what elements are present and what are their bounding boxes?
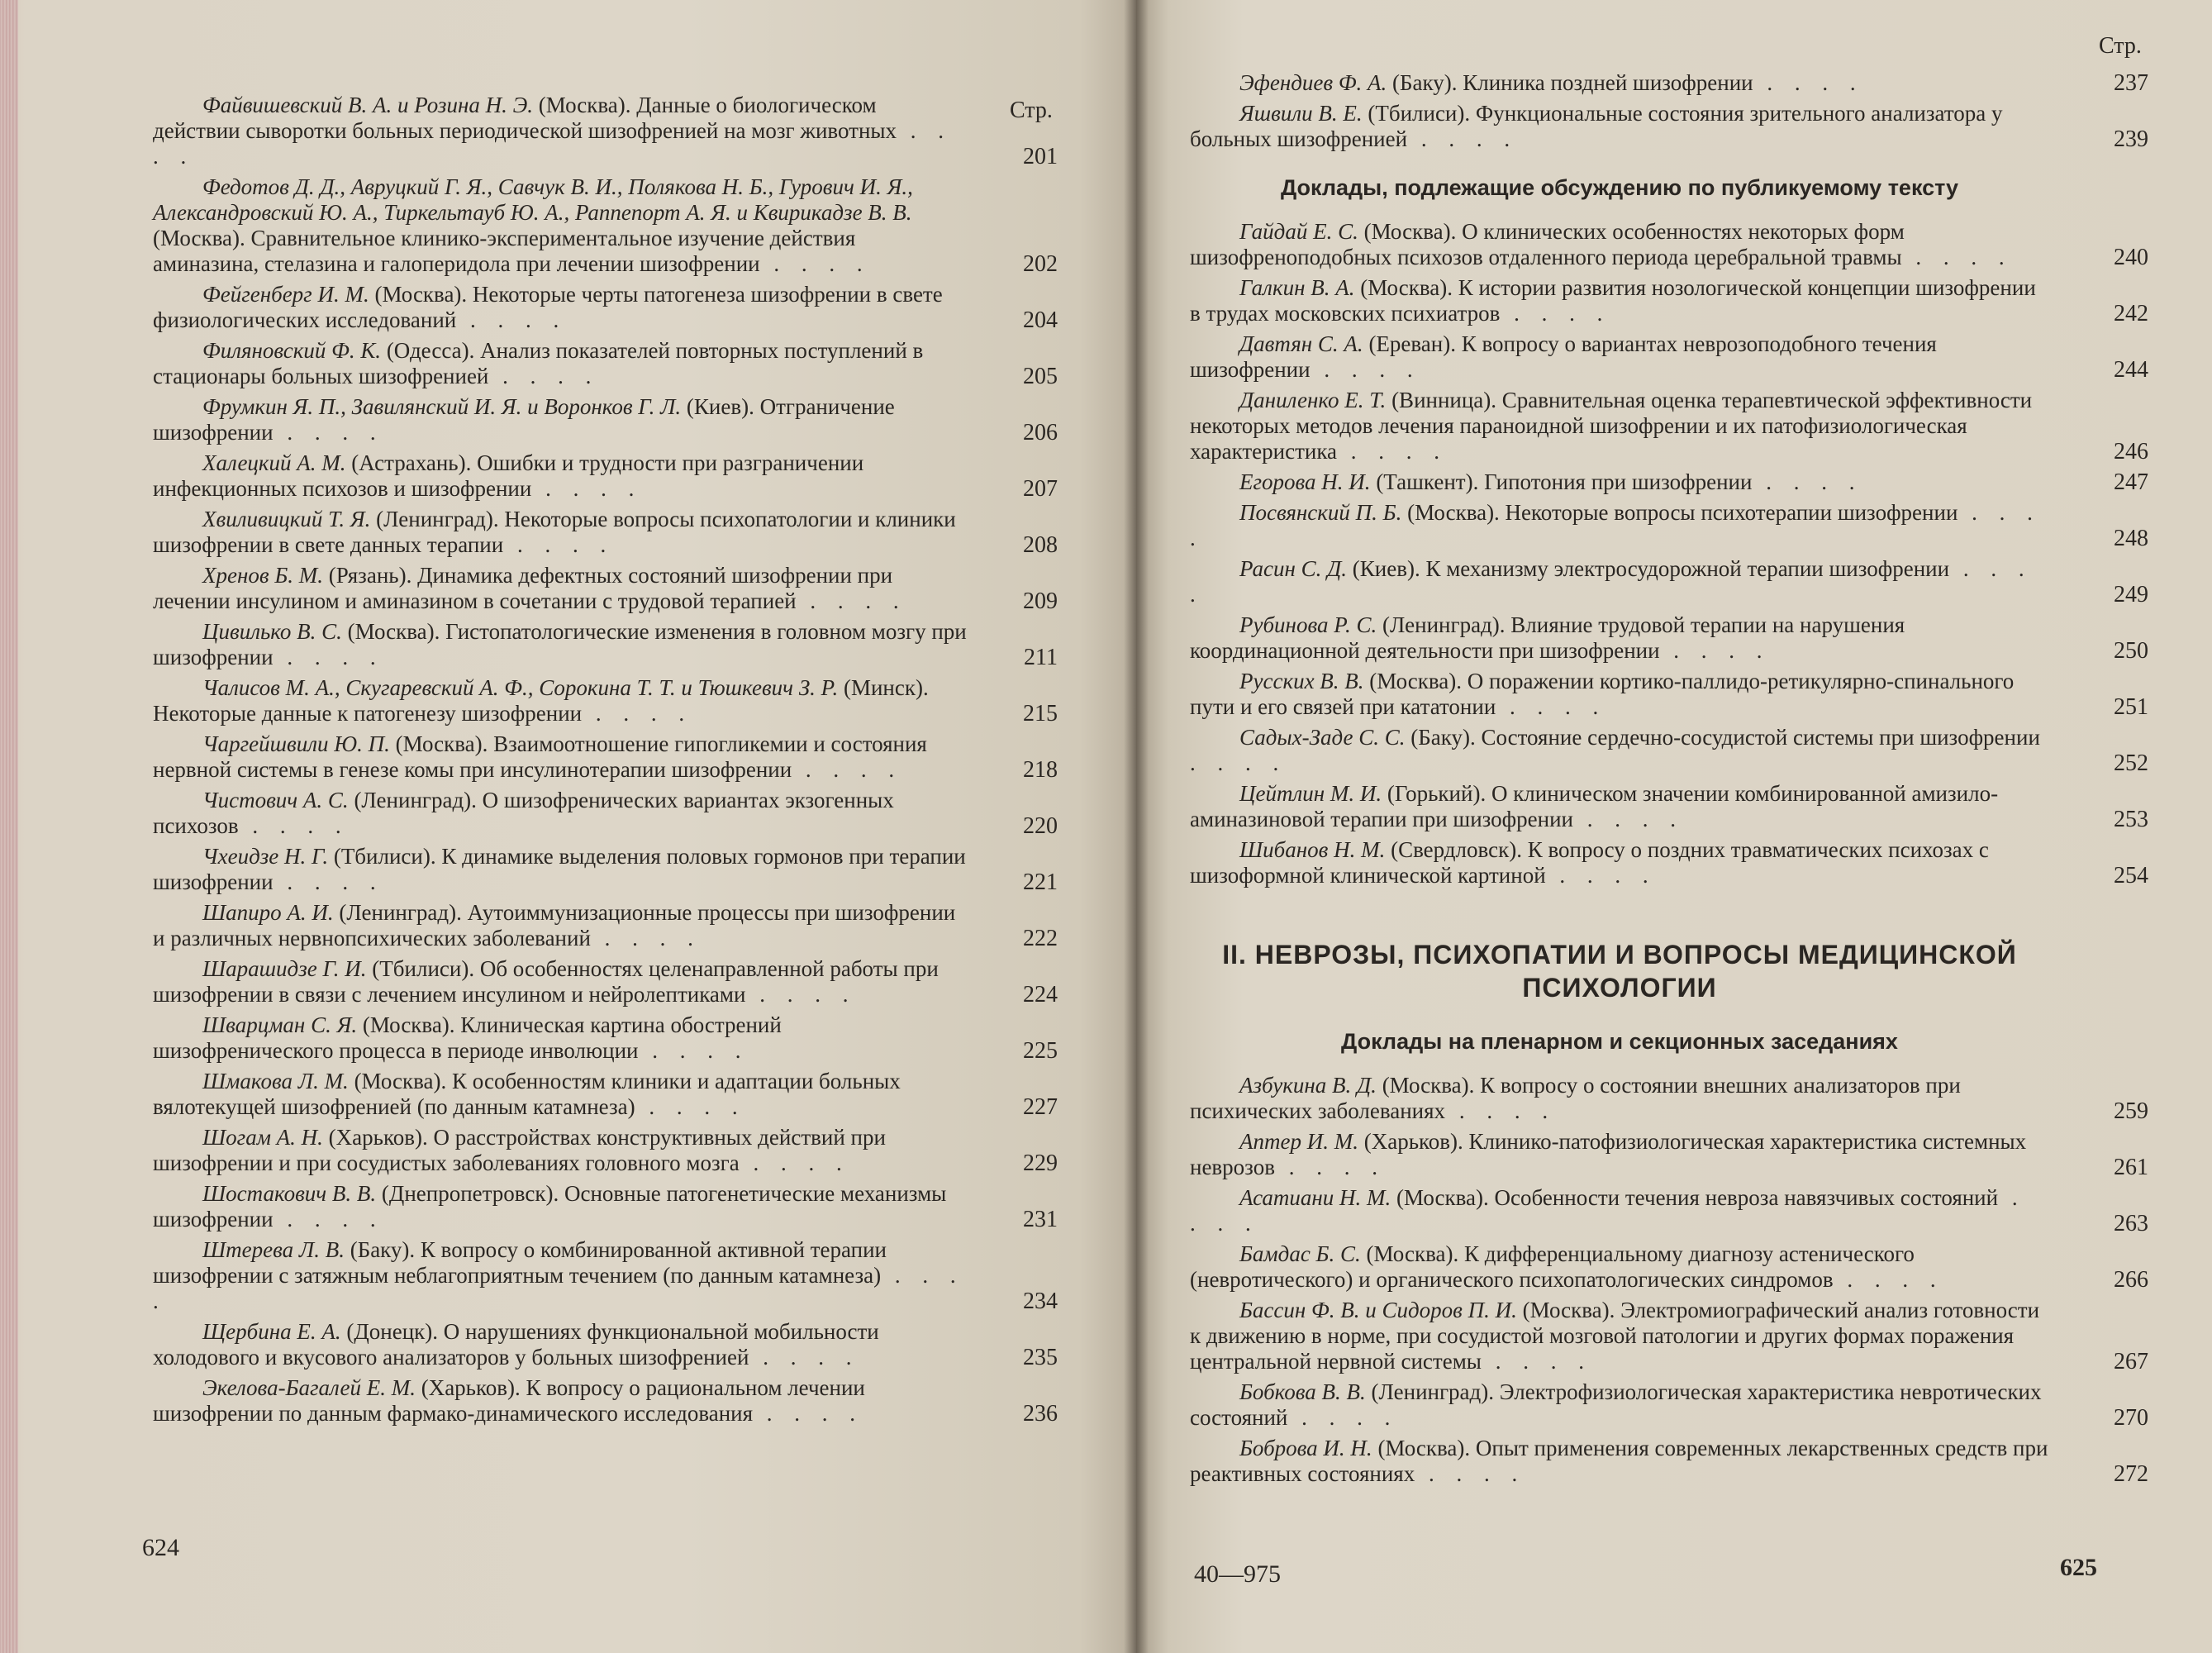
toc-entry	[153, 507, 1058, 558]
column-header-pages: Стр.	[2099, 33, 2142, 59]
leader-dots: . . . .	[273, 645, 384, 669]
entry-title: (Баку). Клиника поздней шизофрении	[1387, 70, 1753, 95]
entry-authors: Эфендиев Ф. А.	[1239, 70, 1387, 95]
toc-entry	[1190, 556, 2148, 607]
entry-title: (Тбилиси). Об особенностях целенаправленной работы при шизофрении в связи с лечением инсулином и нейролептиками	[153, 956, 939, 1007]
entry-title: (Москва). Электромиографический анализ готовности к движению в норме, при сосудистой мозговой патологии и других формах поражения центральной нервной системы	[1190, 1298, 2040, 1374]
entry-authors: Шогам А. Н.	[202, 1125, 323, 1150]
entry-authors: Аптер И. М.	[1239, 1129, 1358, 1154]
entry-title: (Харьков). К вопросу о рациональном лечении шизофрении по данным фармако-динамического исследования	[153, 1375, 865, 1426]
entry-authors: Цейтлин М. И.	[1239, 781, 1382, 806]
entry-authors: Щербина Е. А.	[202, 1319, 341, 1344]
entry-authors: Шапиро А. И.	[202, 900, 334, 925]
toc-entry	[1190, 469, 2148, 495]
entry-page-number: 254	[2114, 863, 2148, 888]
entry-page-number: 253	[2114, 807, 2148, 832]
entry-page-number: 224	[1023, 982, 1058, 1008]
entry-group-plenary	[1190, 1073, 2148, 1487]
toc-entry	[153, 563, 1058, 614]
entry-title: (Москва). К вопросу о состоянии внешних анализаторов при психических заболеваниях	[1190, 1073, 1961, 1123]
toc-entry	[153, 1181, 1058, 1232]
entry-title: (Москва). Сравнительное клинико-экспериментальное изучение действия аминазина, стелазина и галоперидола при лечении шизофрении	[153, 226, 856, 276]
toc-entry	[153, 282, 1058, 333]
leader-dots: . . . .	[1190, 500, 2041, 550]
toc-entry	[1190, 1298, 2148, 1374]
entry-title: (Москва). Опыт применения современных лекарственных средств при реактивных состояниях	[1190, 1436, 2048, 1486]
entry-page-number: 244	[2114, 357, 2148, 383]
entry-authors: Шварцман С. Я.	[202, 1012, 358, 1037]
leader-dots: . . . .	[1415, 1461, 1526, 1486]
book-spine-shadow	[1124, 0, 1149, 1653]
signature-mark: 40—975	[1194, 1560, 1281, 1588]
toc-entry	[153, 450, 1058, 502]
entry-page-number: 218	[1023, 757, 1058, 783]
entry-title: (Москва). Гистопатологические изменения в головном мозгу при шизофрении	[153, 619, 967, 669]
entry-authors: Шибанов Н. М.	[1239, 837, 1386, 862]
toc-entry	[153, 900, 1058, 951]
entry-title: (Рязань). Динамика дефектных состояний шизофрении при лечении инсулином и аминазином в сочетании с трудовой терапией	[153, 563, 893, 613]
section-title: II. НЕВРОЗЫ, ПСИХОПАТИИ И ВОПРОСЫ МЕДИЦИНСКОЙ ПСИХОЛОГИИ	[1222, 940, 2017, 1003]
entry-page-number: 206	[1023, 420, 1058, 445]
entry-title: (Ленинград). Электрофизиологическая характеристика невротических состояний	[1190, 1379, 2042, 1430]
entry-title: (Москва). К особенностям клиники и адаптации больных вялотекущей шизофренией (по данным катамнеза)	[153, 1069, 901, 1119]
leader-dots: . . . .	[582, 701, 693, 726]
entry-title: (Баку). Состояние сердечно-сосудистой системы при шизофрении	[1405, 725, 2040, 750]
entry-page-number: 234	[1023, 1289, 1058, 1314]
entry-title: (Днепропетровск). Основные патогенетические механизмы шизофрении	[153, 1181, 947, 1231]
toc-entry	[1190, 275, 2148, 326]
entry-title: (Тбилиси). К динамике выделения половых гормонов при терапии шизофрении	[153, 844, 966, 894]
entry-title: (Ленинград). Аутоиммунизационные процессы при шизофрении и различных нервнопсихических заболеваний	[153, 900, 956, 950]
entry-page-number: 204	[1023, 307, 1058, 333]
entry-page-number: 240	[2114, 245, 2148, 270]
entry-title: (Харьков). Клинико-патофизиологическая характеристика системных неврозов	[1190, 1129, 2027, 1179]
toc-entry	[1190, 1073, 2148, 1124]
page-number-left: 624	[142, 1534, 179, 1561]
entry-authors: Азбукина В. Д.	[1239, 1073, 1377, 1098]
toc-entry	[1190, 669, 2148, 720]
entry-title: (Ленинград). О шизофренических вариантах экзогенных психозов	[153, 788, 894, 838]
toc-entry	[1190, 1379, 2148, 1431]
subsection-heading: Доклады на пленарном и секционных заседаниях	[1341, 1029, 1898, 1054]
entry-authors: Файвишевский В. А. и Розина Н. Э.	[202, 93, 534, 117]
entry-title: (Ташкент). Гипотония при шизофрении	[1370, 469, 1753, 494]
entry-page-number: 207	[1023, 476, 1058, 502]
entry-authors: Чистович А. С.	[202, 788, 349, 812]
entry-page-number: 222	[1023, 926, 1058, 951]
leader-dots: . . . .	[1901, 245, 2013, 269]
entry-authors: Федотов Д. Д., Авруцкий Г. Я., Савчук В. И., Полякова Н. Б., Гурович И. Я., Александровский Ю. А., Тиркельтауб Ю. А., Раппепорт А. Я. и Квирикадзе В. В.	[153, 174, 913, 225]
leader-dots: . . . .	[638, 1038, 749, 1063]
entry-title: (Москва). К истории развития нозологической концепции шизофрении в трудах московских психиатров	[1190, 275, 2036, 326]
entry-page-number: 270	[2114, 1405, 2148, 1431]
entry-page-number: 251	[2114, 694, 2148, 720]
entry-authors: Егорова Н. И.	[1239, 469, 1371, 494]
entry-page-number: 246	[2114, 439, 2148, 464]
entry-page-number: 247	[2114, 469, 2148, 495]
entry-page-number: 261	[2114, 1155, 2148, 1180]
leader-dots: . . . .	[456, 307, 568, 332]
leader-dots: . . . .	[1190, 556, 2033, 607]
left-entry-list	[153, 93, 1058, 1431]
entry-page-number: 239	[2114, 126, 2148, 152]
entry-title: (Киев). К механизму электросудорожной терапии шизофрении	[1347, 556, 1950, 581]
entry-page-number: 231	[1023, 1207, 1058, 1232]
entry-title: (Москва). Взаимоотношение гипогликемии и состояния нервной системы в генезе комы при инсулинотерапии шизофрении	[153, 731, 927, 782]
entry-page-number: 205	[1023, 364, 1058, 389]
leader-dots: . . . .	[1274, 1155, 1386, 1179]
entry-title: (Горький). О клиническом значении комбинированной амизило-аминазиновой терапии при шизофрении	[1190, 781, 1999, 831]
leader-dots: . . . .	[1481, 1349, 1592, 1374]
leader-dots: . . . .	[1407, 126, 1519, 151]
leader-dots: . . . .	[153, 118, 953, 169]
page-number-right: 625	[2060, 1554, 2097, 1581]
entry-page-number: 267	[2114, 1349, 2148, 1374]
leader-dots: . . . .	[1753, 70, 1864, 95]
leader-dots: . . . .	[488, 364, 600, 388]
entry-authors: Асатиани Н. М.	[1239, 1185, 1391, 1210]
entry-authors: Штерева Л. В.	[202, 1237, 345, 1262]
entry-authors: Расин С. Д.	[1239, 556, 1348, 581]
toc-entry	[153, 956, 1058, 1008]
entry-authors: Шарашидзе Г. И.	[202, 956, 367, 981]
entry-title: (Астрахань). Ошибки и трудности при разграничении инфекционных психозов и шизофрении	[153, 450, 864, 501]
toc-entry	[1190, 1241, 2148, 1293]
entry-page-number: 237	[2114, 70, 2148, 96]
entry-authors: Боброва И. Н.	[1239, 1436, 1372, 1460]
leader-dots: . . . .	[739, 1150, 850, 1175]
entry-title: (Баку). К вопросу о комбинированной активной терапии шизофрении с затяжным неблагоприятным течением (по данным катамнеза)	[153, 1237, 887, 1288]
entry-group-discussion	[1190, 219, 2148, 888]
entry-authors: Фрумкин Я. П., Завилянский И. Я. и Воронков Г. Л.	[202, 394, 682, 419]
entry-title: (Тбилиси). Функциональные состояния зрительного анализатора у больных шизофренией	[1190, 101, 2003, 151]
entry-title: (Харьков). О расстройствах конструктивных действий при шизофрении и при сосудистых заболеваниях головного мозга	[153, 1125, 886, 1175]
leader-dots: . . . .	[1445, 1098, 1557, 1123]
entry-authors: Яшвили В. Е.	[1239, 101, 1363, 126]
entry-authors: Садых-Заде С. С.	[1239, 725, 1406, 750]
entry-page-number: 201	[1023, 144, 1058, 169]
entry-page-number: 252	[2114, 750, 2148, 776]
toc-entry	[1190, 725, 2148, 776]
entry-authors: Хренов Б. М.	[202, 563, 324, 588]
toc-entry	[1190, 219, 2148, 270]
entry-page-number: 208	[1023, 532, 1058, 558]
entry-page-number: 215	[1023, 701, 1058, 726]
toc-entry	[1190, 331, 2148, 383]
entry-title: (Винница). Сравнительная оценка терапевтической эффективности некоторых методов лечения параноидной шизофрении и их патофизиологическая характеристика	[1190, 388, 2033, 464]
entry-authors: Давтян С. А.	[1239, 331, 1363, 356]
toc-entry	[153, 1375, 1058, 1427]
leader-dots: . . . .	[1287, 1405, 1399, 1430]
toc-entry	[153, 1125, 1058, 1176]
entry-page-number: 229	[1023, 1150, 1058, 1176]
toc-entry	[1190, 388, 2148, 464]
leader-dots: . . . .	[759, 251, 871, 276]
leader-dots: . . . .	[792, 757, 903, 782]
entry-authors: Халецкий А. М.	[202, 450, 346, 475]
entry-authors: Цивилько В. С.	[202, 619, 342, 644]
toc-entry	[153, 619, 1058, 670]
entry-authors: Шостакович В. В.	[202, 1181, 377, 1206]
toc-entry	[153, 1237, 1058, 1314]
toc-entry	[153, 338, 1058, 389]
entry-page-number: 263	[2114, 1211, 2148, 1236]
entry-authors: Галкин В. А.	[1239, 275, 1355, 300]
toc-entry	[1190, 1436, 2148, 1487]
entry-authors: Фейгенберг И. М.	[202, 282, 369, 307]
entry-page-number: 236	[1023, 1401, 1058, 1427]
toc-entry	[1190, 612, 2148, 664]
toc-entry	[153, 1319, 1058, 1370]
entry-title: (Москва). Некоторые черты патогенеза шизофрении в свете физиологических исследований	[153, 282, 943, 332]
entry-page-number: 235	[1023, 1345, 1058, 1370]
column-header-pages: Стр.	[1010, 98, 1053, 123]
entry-authors: Филяновский Ф. К.	[202, 338, 382, 363]
leader-dots: . . . .	[1573, 807, 1685, 831]
entry-title: (Ленинград). Влияние трудовой терапии на нарушения координационной деятельности при шизофрении	[1190, 612, 1905, 663]
leader-dots: . . . .	[153, 1263, 964, 1313]
entry-page-number: 202	[1023, 251, 1058, 277]
leader-dots: . . . .	[1496, 694, 1607, 719]
toc-entry	[1190, 101, 2148, 152]
toc-entry	[153, 844, 1058, 895]
leader-dots: . . . .	[1752, 469, 1863, 494]
entry-title: (Свердловск). К вопросу о поздних травматических психозах с шизоформной клинической картиной	[1190, 837, 1989, 888]
entry-page-number: 272	[2114, 1461, 2148, 1487]
entry-page-number: 249	[2114, 582, 2148, 607]
entry-authors: Русских В. В.	[1239, 669, 1364, 693]
entry-authors: Даниленко Е. Т.	[1239, 388, 1387, 412]
leader-dots: . . . .	[635, 1094, 746, 1119]
page-edge-stack	[0, 0, 18, 1653]
entry-page-number: 250	[2114, 638, 2148, 664]
entry-title: (Киев). Отграничение шизофрении	[153, 394, 895, 445]
entry-title: (Минск). Некоторые данные к патогенезу шизофрении	[153, 675, 929, 726]
leader-dots: . . . .	[1659, 638, 1771, 663]
entry-title: (Москва). О клинических особенностях некоторых форм шизофреноподобных психозов отдаленного периода церебральной травмы	[1190, 219, 1905, 269]
entry-authors: Хвиливицкий Т. Я.	[202, 507, 371, 531]
leader-dots: . . . .	[1190, 1185, 2026, 1236]
toc-entry	[153, 675, 1058, 726]
entry-title: (Одесса). Анализ показателей повторных поступлений в стационары больных шизофренией	[153, 338, 924, 388]
entry-title: (Москва). Клиническая картина обострений шизофренического процесса в периоде инволюции	[153, 1012, 782, 1063]
entry-title: (Ленинград). Некоторые вопросы психопатологии и клиники шизофрении в свете данных терапии	[153, 507, 956, 557]
entry-authors: Гайдай Е. С.	[1239, 219, 1358, 244]
entry-title: (Москва). Некоторые вопросы психотерапии шизофрении	[1401, 500, 1958, 525]
entry-page-number: 242	[2114, 301, 2148, 326]
toc-entry	[153, 174, 1058, 277]
entry-authors: Экелова-Багалей Е. М.	[202, 1375, 416, 1400]
toc-entry	[1190, 1129, 2148, 1180]
entry-authors: Бобкова В. В.	[1239, 1379, 1366, 1404]
toc-entry	[153, 788, 1058, 839]
subsection-heading: Доклады, подлежащие обсуждению по публикуемому тексту	[1280, 175, 1959, 200]
right-entry-list	[1190, 70, 2148, 1492]
leader-dots: . . . .	[273, 420, 384, 445]
leader-dots: . . . .	[590, 926, 702, 950]
leader-dots: . . . .	[745, 982, 857, 1007]
leader-dots: . . . .	[1337, 439, 1449, 464]
toc-entry	[1190, 500, 2148, 551]
entry-authors: Бамдас Б. С.	[1239, 1241, 1361, 1266]
leader-dots: . . . .	[503, 532, 615, 557]
leader-dots: . . . .	[796, 588, 907, 613]
leader-dots: . . . .	[238, 813, 350, 838]
toc-entry	[1190, 70, 2148, 96]
entry-title: (Москва). Данные о биологическом действии сыворотки больных периодической шизофренией на мозг животных	[153, 93, 897, 143]
leader-dots: . . . .	[753, 1401, 864, 1426]
entry-page-number: 221	[1023, 869, 1058, 895]
entry-page-number: 211	[1024, 645, 1058, 670]
leader-dots: . . . .	[1833, 1267, 1944, 1292]
entry-page-number: 225	[1023, 1038, 1058, 1064]
toc-entry	[153, 1012, 1058, 1064]
entry-page-number: 248	[2114, 526, 2148, 551]
entry-authors: Рубинова Р. С.	[1239, 612, 1377, 637]
toc-entry	[153, 394, 1058, 445]
leader-dots: . . . .	[749, 1345, 860, 1370]
entry-page-number: 266	[2114, 1267, 2148, 1293]
toc-entry	[1190, 781, 2148, 832]
entry-title: (Москва). Особенности течения невроза навязчивых состояний	[1391, 1185, 1999, 1210]
leader-dots: . . . .	[531, 476, 643, 501]
entry-page-number: 220	[1023, 813, 1058, 839]
entry-authors: Чаргейшвили Ю. П.	[202, 731, 390, 756]
leader-dots: . . . .	[273, 869, 384, 894]
leader-dots: . . . .	[1190, 750, 1287, 775]
entry-page-number: 259	[2114, 1098, 2148, 1124]
entry-title: (Москва). О поражении кортико-паллидо-ретикулярно-спинального пути и его связей при кататонии	[1190, 669, 2015, 719]
entry-authors: Бассин Ф. В. и Сидоров П. И.	[1239, 1298, 1517, 1322]
entry-title: (Донецк). О нарушениях функциональной мобильности холодового и вкусового анализаторов у больных шизофренией	[153, 1319, 879, 1370]
entry-title: (Ереван). К вопросу о вариантах неврозоподобного течения шизофрении	[1190, 331, 1937, 382]
entry-authors: Шмакова Л. М.	[202, 1069, 349, 1093]
entry-group-top	[1190, 70, 2148, 152]
leader-dots: . . . .	[273, 1207, 384, 1231]
leader-dots: . . . .	[1545, 863, 1657, 888]
toc-entry	[153, 731, 1058, 783]
entry-authors: Посвянский П. Б.	[1239, 500, 1402, 525]
entry-authors: Чхеидзе Н. Г.	[202, 844, 329, 869]
entry-authors: Чалисов М. А., Скугаревский А. Ф., Сорокина Т. Т. и Тюшкевич З. Р.	[202, 675, 839, 700]
toc-entry	[153, 1069, 1058, 1120]
toc-entry	[1190, 1185, 2148, 1236]
leader-dots: . . . .	[1500, 301, 1611, 326]
entry-title: (Москва). К дифференциальному диагнозу астенического (невротического) и органического психопатологических синдромов	[1190, 1241, 1915, 1292]
entry-page-number: 209	[1023, 588, 1058, 614]
entry-page-number: 227	[1023, 1094, 1058, 1120]
leader-dots: . . . .	[1310, 357, 1421, 382]
toc-entry	[1190, 837, 2148, 888]
